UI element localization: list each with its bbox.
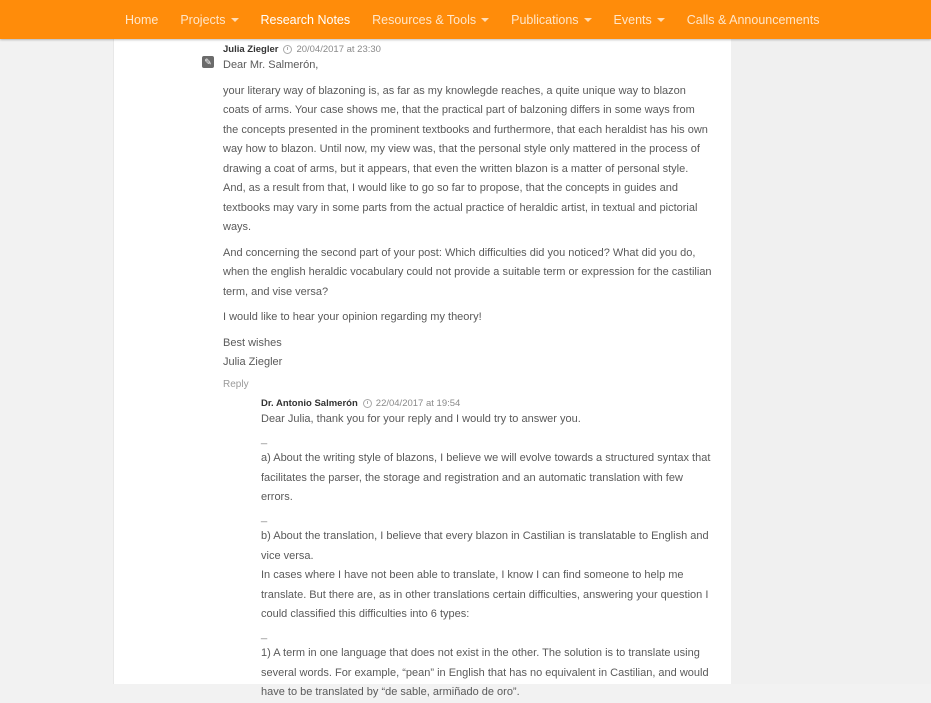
comment-paragraph: a) About the writing style of blazons, I believe we will evolve towards a structured syntax that facilitates the parser, the storage and registration and an automatic translation with few errors. <box>261 452 711 503</box>
comment-paragraph: In cases where I have not been able to translate, I know I can find someone to help me translate. But there are, as in other translations certain difficulties, answering your question I could classified this difficulties into 6 types: <box>261 569 709 620</box>
chevron-down-icon <box>231 18 239 22</box>
reply-link[interactable]: Reply <box>223 378 249 390</box>
comment-meta <box>223 42 713 56</box>
nav-item-calls-announcements[interactable]: Calls & Announcements <box>686 12 820 27</box>
comment-paragraph: 1) A term in one language that does not exist in the other. The solution is to translate using several words. For example, “pean” in English that has no equivalent in Castilian, and would have to be translated by “de sable, armiñado de oro”. <box>261 647 709 698</box>
comment-author[interactable]: Julia Ziegler <box>223 43 279 55</box>
comment-greeting: Dear Mr. Salmerón, <box>223 59 319 71</box>
nav-item-projects[interactable]: Projects <box>180 13 238 27</box>
comment-timestamp[interactable]: 20/04/2017 at 23:30 <box>296 43 381 55</box>
separator-dash: _ <box>261 627 268 640</box>
comment-signoff: Best wishes <box>223 336 282 349</box>
comment-signature: Julia Ziegler <box>223 356 283 368</box>
nav-item-resources-tools[interactable]: Resources & Tools <box>372 13 489 27</box>
comment-paragraph: your literary way of blazoning is, as far as my knowlegde reaches, a quite unique way to blazon coats of arms. Your case shows me, that the practical part of balzoning differs in some ways from the concepts presented in the prominent textbooks and furthermore, that each heraldist has his own way how to blazon. Until now, my view was, that the personal style only mattered in the process of drawing a coat of arms, but it appears, that even the written blazon is a matter of personal style. And, as a result from that, I would like to go so far to propose, that the concepts in guides and textbooks may vary in some parts from the actual practice of heraldic artist, in textual and pictorial ways. <box>223 84 708 233</box>
comment-paragraph: And concerning the second part of your post: Which difficulties did you noticed? What did you do, when the english heraldic vocabulary could not provide a suitable term or expression for the castilian term, and vise versa? <box>223 246 712 298</box>
chevron-down-icon <box>481 18 489 22</box>
comment-julia-ziegler <box>223 42 713 390</box>
nav-menu <box>125 0 841 39</box>
comment-paragraph: I would like to hear your opinion regarding my theory! <box>223 311 482 323</box>
comment-antonio-salmeron <box>261 396 716 703</box>
comment-meta <box>261 396 716 410</box>
clock-icon <box>363 399 372 408</box>
sidebar <box>731 39 931 684</box>
edit-icon[interactable]: ✎ <box>202 56 214 68</box>
chevron-down-icon <box>657 18 665 22</box>
nav-item-research-notes[interactable]: Research Notes <box>260 12 351 27</box>
comment-author[interactable]: Dr. Antonio Salmerón <box>261 397 358 409</box>
nav-item-home[interactable]: Home <box>125 12 159 27</box>
chevron-down-icon <box>584 18 592 22</box>
clock-icon <box>283 45 292 54</box>
nav-item-publications[interactable]: Publications <box>511 13 591 27</box>
top-navigation-bar <box>0 0 931 39</box>
nav-item-events[interactable]: Events <box>614 13 665 27</box>
comment-timestamp[interactable]: 22/04/2017 at 19:54 <box>375 397 461 409</box>
comment-intro: Dear Julia, thank you for your reply and I would try to answer you. <box>261 413 581 425</box>
comment-paragraph: b) About the translation, I believe that every blazon in Castilian is translatable to English and vice versa. <box>261 530 709 562</box>
separator-dash: _ <box>261 510 268 523</box>
separator-dash: _ <box>261 432 268 445</box>
